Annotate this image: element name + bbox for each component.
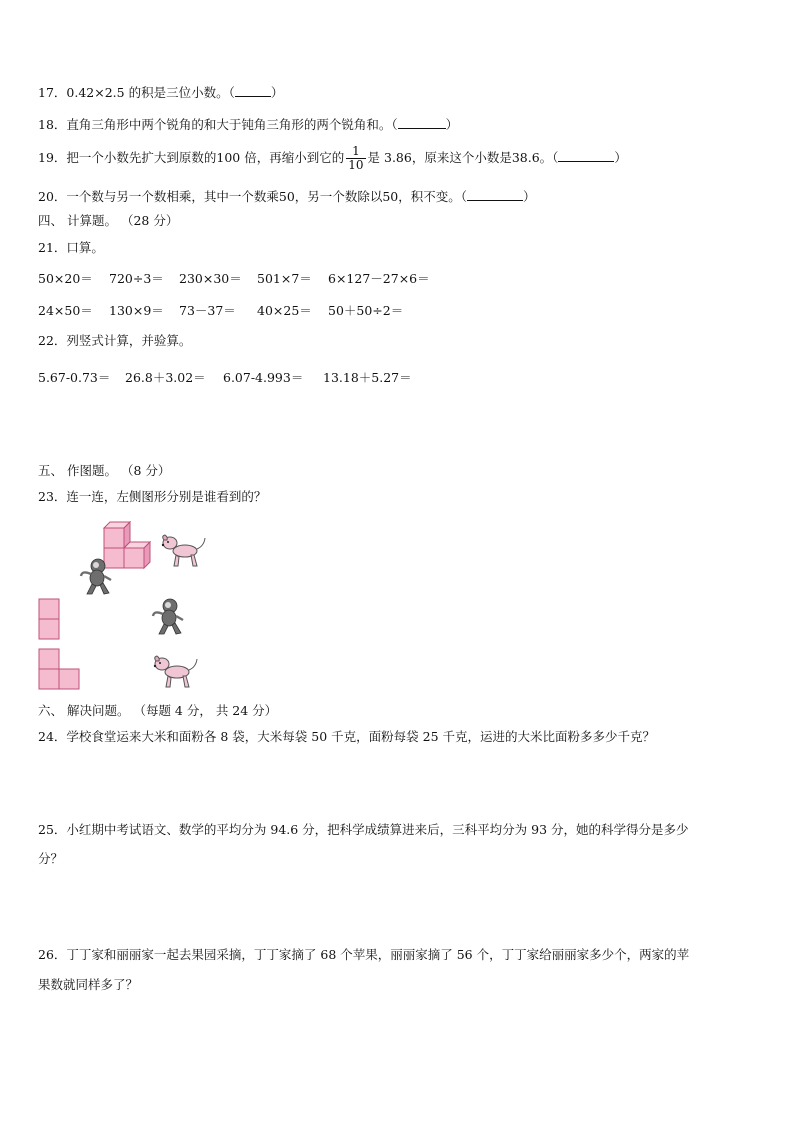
answer-blank-19[interactable] (558, 149, 614, 162)
calc-item: 130×9＝ (109, 303, 164, 318)
calc-item: 50×20＝ (38, 271, 93, 286)
question-17: 17．0.42×2.5 的积是三位小数。（ ） (38, 85, 284, 100)
question-19-text-b: 是 3.86，原来这个小数是38.6。（ (367, 150, 559, 165)
answer-blank-17[interactable] (235, 84, 271, 97)
question-20-text: 20．一个数与另一个数相乘，其中一个数乘50，另一个数除以50，积不变。（ (38, 189, 467, 204)
monkey-icon[interactable] (150, 598, 186, 636)
question-17-text: 17．0.42×2.5 的积是三位小数。（ (38, 85, 235, 100)
dog-icon[interactable] (150, 655, 200, 691)
dog-icon[interactable] (158, 534, 208, 570)
answer-blank-20[interactable] (467, 188, 523, 201)
calc-item: 24×50＝ (38, 303, 93, 318)
calc-item: 6×127－27×6＝ (328, 271, 430, 286)
question-21: 21．口算。 (38, 240, 104, 255)
question-18: 18．直角三角形中两个锐角的和大于钝角三角形的两个锐角和。（ ） (38, 117, 459, 132)
calc-item: 40×25＝ (257, 303, 312, 318)
question-26-line-1: 26．丁丁家和丽丽家一起去果园采摘，丁丁家摘了 68 个苹果，丽丽家摘了 56 个，丁丁家给丽丽家多少个，两家的苹 (38, 947, 690, 962)
question-23: 23．连一连，左侧图形分别是谁看到的？ (38, 489, 267, 504)
calc-item: 5.67-0.73＝ (38, 370, 111, 385)
section-5-title: 五、 作图题。 （8 分） (38, 463, 171, 478)
calc-item: 501×7＝ (257, 271, 312, 286)
calc-item: 50＋50÷2＝ (328, 303, 404, 318)
question-26-line-2: 果数就同样多了？ (38, 977, 139, 992)
question-19: 19．把一个小数先扩大到原数的100 倍，再缩小到它的 $\frac{1}{10}$ 是 3.86，原来这个小数是38.6。（ ） (38, 144, 627, 172)
question-20: 20．一个数与另一个数相乘，其中一个数乘50，另一个数除以50，积不变。（ ） (38, 189, 536, 204)
calc-item: 230×30＝ (179, 271, 242, 286)
fraction-one-tenth: $\frac{1}{10}$ (348, 144, 364, 172)
section-6-title: 六、 解决问题。 （每题 4 分， 共 24 分） (38, 703, 278, 718)
section-4-title: 四、 计算题。 （28 分） (38, 213, 179, 228)
side-view-figure[interactable] (38, 648, 84, 692)
question-25-line-1: 25．小红期中考试语文、数学的平均分为 94.6 分，把科学成绩算进来后，三科平均分为 93 分，她的科学得分是多少 (38, 822, 689, 837)
question-18-text: 18．直角三角形中两个锐角的和大于钝角三角形的两个锐角和。（ (38, 117, 398, 132)
question-25-line-2: 分？ (38, 851, 64, 866)
calc-item: 13.18＋5.27＝ (323, 370, 412, 385)
calc-item: 6.07-4.993＝ (223, 370, 304, 385)
question-19-text-a: 19．把一个小数先扩大到原数的100 倍，再缩小到它的 (38, 150, 345, 165)
front-view-figure[interactable] (38, 598, 62, 642)
answer-blank-18[interactable] (398, 116, 446, 129)
calc-item: 26.8＋3.02＝ (125, 370, 206, 385)
question-22: 22．列竖式计算，并验算。 (38, 333, 192, 348)
question-24: 24．学校食堂运来大米和面粉各 8 袋，大米每袋 50 千克，面粉每袋 25 千克，运进的大米比面粉多多少千克？ (38, 729, 656, 744)
calc-item: 73－37＝ (179, 303, 236, 318)
calc-item: 720÷3＝ (109, 271, 164, 286)
monkey-icon[interactable] (78, 558, 114, 596)
